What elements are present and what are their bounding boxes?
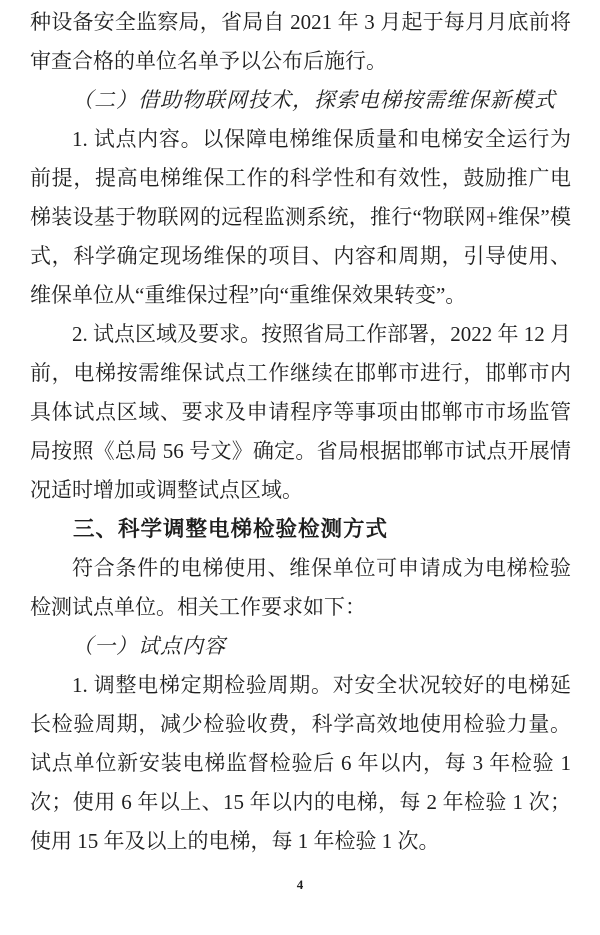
section-heading-3: 三、科学调整电梯检验检测方式 (73, 517, 389, 541)
subheading-item-1: （一）试点内容 (72, 634, 226, 658)
subheading-item-2: （二）借助物联网技术，探索电梯按需维保新模式 (72, 88, 556, 112)
paragraph-pilot-content: 1. 试点内容。以保障电梯维保质量和电梯安全运行为前提，提高电梯维保工作的科学性和有效性，鼓励推广电梯装设基于物联网的远程监测系统，推行“物联网+维保”模式，科学确定现场维保的项目、内容和周期，引导使用、维保单位从“重维保过程”向“重维保效果转变”。 (30, 127, 571, 307)
paragraph-continuation: 种设备安全监察局，省局自 2021 年 3 月起于每月月底前将审查合格的单位名单予以公布后施行。 (30, 10, 571, 73)
paragraph-pilot-region: 2. 试点区域及要求。按照省局工作部署，2022 年 12 月前，电梯按需维保试点工作继续在邯郸市进行，邯郸市内具体试点区域、要求及申请程序等事项由邯郸市市场监管局按照《总局 56 号文》确定。省局根据邯郸市试点开展情况适时增加或调整试点区域。 (30, 322, 571, 502)
paragraph-eligibility: 符合条件的电梯使用、维保单位可申请成为电梯检验检测试点单位。相关工作要求如下： (30, 556, 571, 619)
page-footer (0, 873, 600, 897)
page-number: 4 (296, 877, 304, 892)
paragraph-inspection-cycle: 1. 调整电梯定期检验周期。对安全状况较好的电梯延长检验周期，减少检验收费，科学高效地使用检验力量。试点单位新安装电梯监督检验后 6 年以内，每 3 年检验 1 次；使用 6 年以上、15 年以内的电梯，每 2 年检验 1 次；使用 15 年及以上的电梯，每 1 年检验 1 次。 (30, 673, 571, 853)
